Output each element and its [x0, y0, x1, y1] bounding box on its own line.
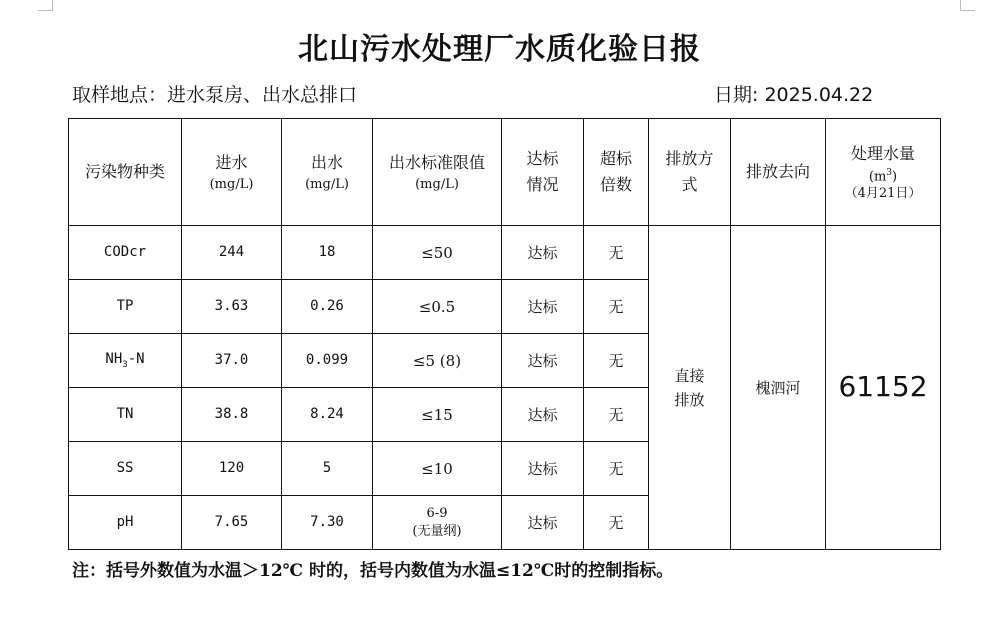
influent-cell: 244	[182, 226, 282, 280]
effluent-cell: 0.26	[282, 280, 373, 334]
pollutant-cell: SS	[69, 442, 182, 496]
pollutant-cell: TP	[69, 280, 182, 334]
header-status: 达标 情况	[502, 119, 584, 226]
corner-mark-left	[38, 0, 53, 11]
treated-volume-cell: 61152	[826, 226, 941, 550]
footnote: 注：括号外数值为水温＞12℃ 时的，括号内数值为水温≤12℃时的控制指标。	[72, 561, 674, 581]
corner-mark-right	[960, 0, 975, 11]
exceed-cell: 无	[584, 496, 649, 550]
exceed-cell: 无	[584, 280, 649, 334]
header-influent: 进水 (mg/L)	[182, 119, 282, 226]
header-exceed: 超标 倍数	[584, 119, 649, 226]
status-cell: 达标	[502, 388, 584, 442]
header-volume: 处理水量 $(m^3)$ （4月21日）	[826, 119, 941, 226]
influent-cell: 3.63	[182, 280, 282, 334]
status-cell: 达标	[502, 442, 584, 496]
limit-cell: ≤5 (8)	[373, 334, 502, 388]
exceed-cell: 无	[584, 442, 649, 496]
limit-cell: ≤10	[373, 442, 502, 496]
pollutant-cell: CODcr	[69, 226, 182, 280]
discharge-method-cell: 直接 排放	[649, 226, 731, 550]
header-discharge-dest: 排放去向	[731, 119, 826, 226]
status-cell: 达标	[502, 226, 584, 280]
effluent-cell: 0.099	[282, 334, 373, 388]
exceed-cell: 无	[584, 334, 649, 388]
influent-cell: 120	[182, 442, 282, 496]
status-cell: 达标	[502, 496, 584, 550]
effluent-cell: 5	[282, 442, 373, 496]
header-effluent: 出水 (mg/L)	[282, 119, 373, 226]
influent-cell: 38.8	[182, 388, 282, 442]
exceed-cell: 无	[584, 388, 649, 442]
status-cell: 达标	[502, 280, 584, 334]
pollutant-cell: pH	[69, 496, 182, 550]
pollutant-cell: TN	[69, 388, 182, 442]
header-row	[69, 119, 941, 226]
header-pollutant: 污染物种类	[69, 119, 182, 226]
report-date: 日期: 2025.04.22	[714, 84, 874, 106]
effluent-cell: 8.24	[282, 388, 373, 442]
table-row	[69, 226, 941, 280]
influent-cell: 7.65	[182, 496, 282, 550]
influent-cell: 37.0	[182, 334, 282, 388]
limit-cell: 6-9 (无量纲)	[373, 496, 502, 550]
header-limit: 出水标准限值 (mg/L)	[373, 119, 502, 226]
header-discharge-method: 排放方 式	[649, 119, 731, 226]
effluent-cell: 7.30	[282, 496, 373, 550]
limit-cell: ≤15	[373, 388, 502, 442]
effluent-cell: 18	[282, 226, 373, 280]
limit-cell: ≤50	[373, 226, 502, 280]
sampling-location: 取样地点：进水泵房、出水总排口	[72, 84, 358, 106]
exceed-cell: 无	[584, 226, 649, 280]
status-cell: 达标	[502, 334, 584, 388]
report-title: 北山污水处理厂水质化验日报	[298, 32, 701, 67]
limit-cell: ≤0.5	[373, 280, 502, 334]
water-quality-table	[68, 118, 941, 550]
pollutant-cell: $NH_3-N$	[69, 334, 182, 388]
discharge-dest-cell: 槐泗河	[731, 226, 826, 550]
